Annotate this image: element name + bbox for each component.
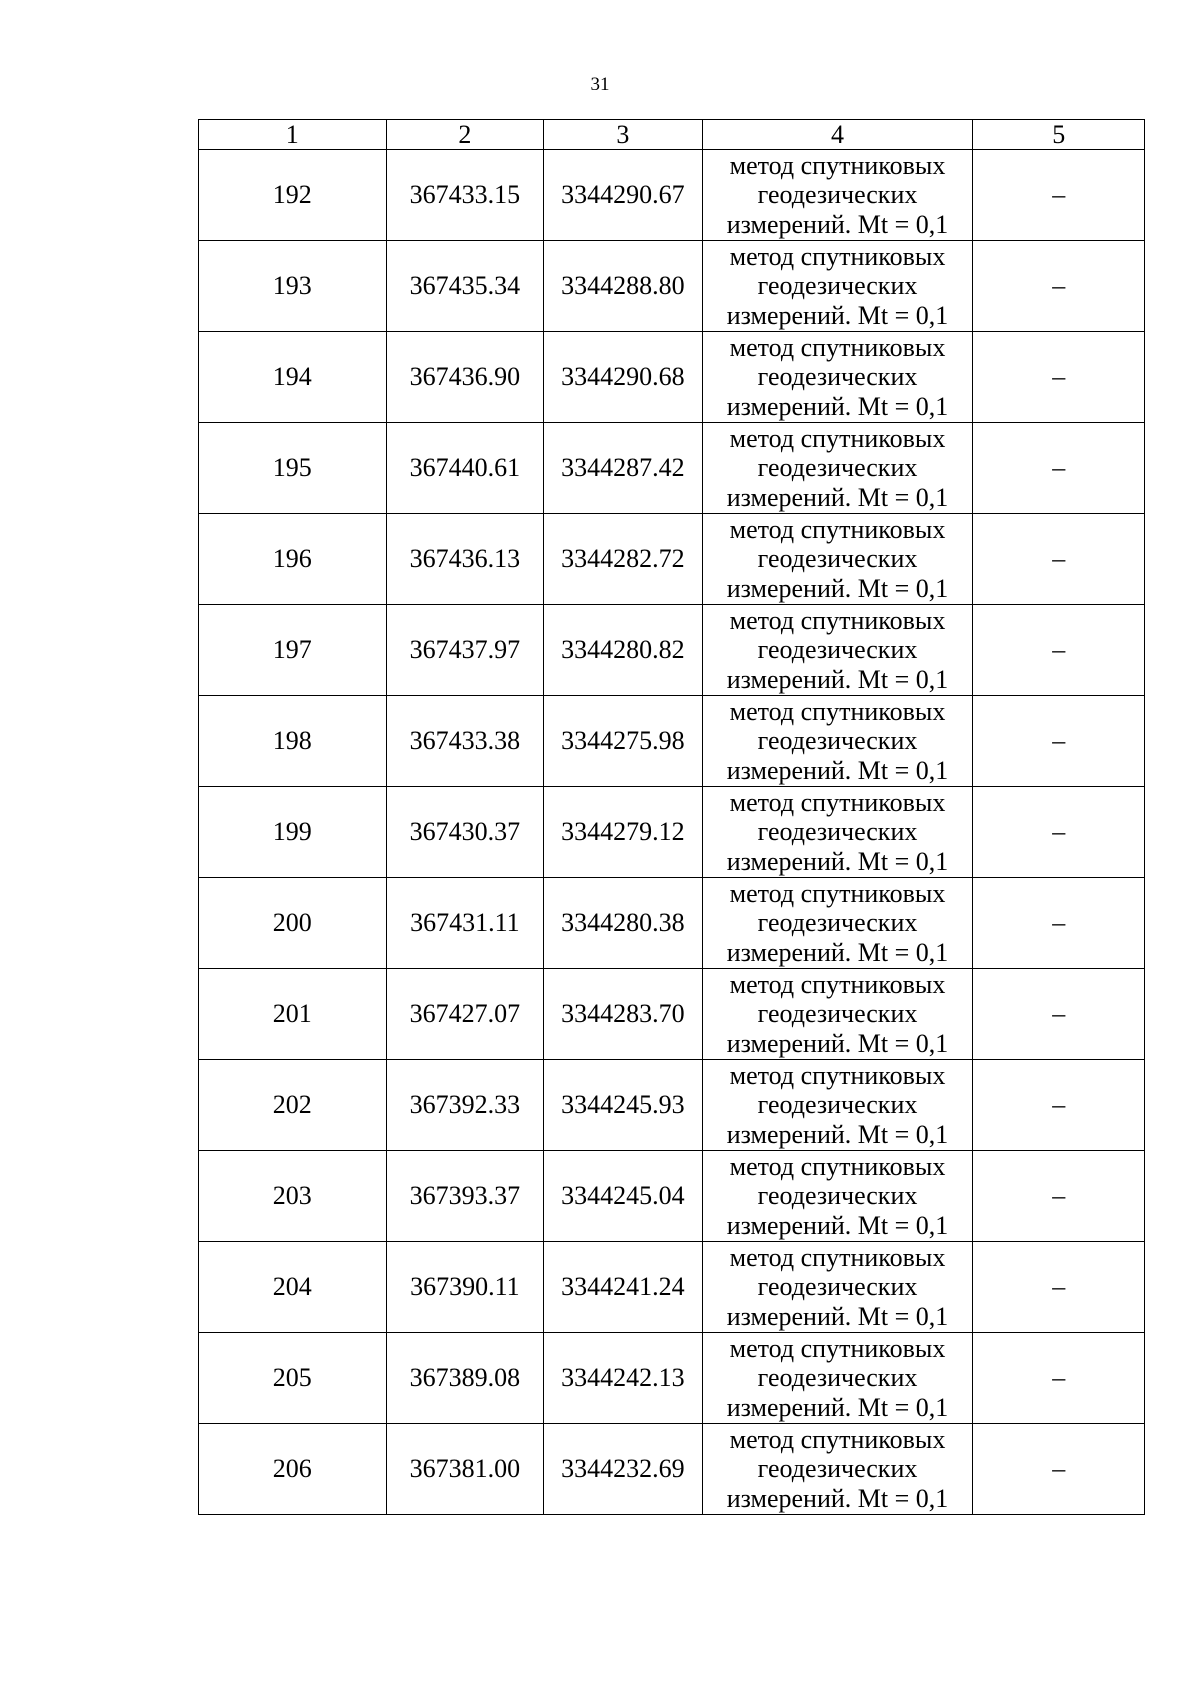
method-line: геодезических — [757, 180, 918, 210]
method-line: измерений. Mt = 0,1 — [726, 664, 949, 694]
method-line: измерений. Mt = 0,1 — [726, 755, 949, 785]
method-line: геодезических — [757, 817, 918, 847]
table-row — [199, 1151, 1145, 1242]
table-row — [199, 878, 1145, 969]
point-number-cell: 202 — [199, 1060, 387, 1151]
method-line: метод спутниковых — [729, 878, 946, 908]
method-cell — [702, 1060, 973, 1151]
method-line: измерений. Mt = 0,1 — [726, 300, 949, 330]
column-header-5: 5 — [973, 120, 1145, 150]
column-header-3: 3 — [544, 120, 703, 150]
x-coordinate-cell: 367389.08 — [386, 1333, 543, 1424]
table-row — [199, 1333, 1145, 1424]
table-row — [199, 423, 1145, 514]
method-line: метод спутниковых — [729, 514, 946, 544]
method-line: измерений. Mt = 0,1 — [726, 1392, 949, 1422]
y-coordinate-cell: 3344245.93 — [544, 1060, 703, 1151]
x-coordinate-cell: 367437.97 — [386, 605, 543, 696]
method-cell — [702, 696, 973, 787]
method-line: измерений. Mt = 0,1 — [726, 1028, 949, 1058]
table-row — [199, 787, 1145, 878]
y-coordinate-cell: 3344275.98 — [544, 696, 703, 787]
page-number: 31 — [590, 74, 610, 95]
y-coordinate-cell: 3344290.67 — [544, 150, 703, 241]
method-cell — [702, 1151, 973, 1242]
x-coordinate-cell: 367390.11 — [386, 1242, 543, 1333]
method-cell — [702, 1424, 973, 1515]
table-row — [199, 969, 1145, 1060]
note-cell: – — [973, 787, 1145, 878]
method-line: измерений. Mt = 0,1 — [726, 1483, 949, 1513]
x-coordinate-cell: 367427.07 — [386, 969, 543, 1060]
note-cell: – — [973, 969, 1145, 1060]
table-row — [199, 241, 1145, 332]
point-number-cell: 203 — [199, 1151, 387, 1242]
method-line: метод спутниковых — [729, 605, 946, 635]
x-coordinate-cell: 367435.34 — [386, 241, 543, 332]
point-number-cell: 197 — [199, 605, 387, 696]
x-coordinate-cell: 367433.38 — [386, 696, 543, 787]
x-coordinate-cell: 367436.90 — [386, 332, 543, 423]
point-number-cell: 195 — [199, 423, 387, 514]
y-coordinate-cell: 3344290.68 — [544, 332, 703, 423]
point-number-cell: 193 — [199, 241, 387, 332]
column-header-4: 4 — [702, 120, 973, 150]
note-cell: – — [973, 514, 1145, 605]
point-number-cell: 206 — [199, 1424, 387, 1515]
method-line: геодезических — [757, 1090, 918, 1120]
method-line: измерений. Mt = 0,1 — [726, 1301, 949, 1331]
x-coordinate-cell: 367431.11 — [386, 878, 543, 969]
method-line: метод спутниковых — [729, 787, 946, 817]
note-cell: – — [973, 605, 1145, 696]
note-cell: – — [973, 1333, 1145, 1424]
method-line: геодезических — [757, 726, 918, 756]
y-coordinate-cell: 3344279.12 — [544, 787, 703, 878]
x-coordinate-cell: 367430.37 — [386, 787, 543, 878]
table-body — [199, 150, 1145, 1515]
method-line: метод спутниковых — [729, 1151, 946, 1181]
method-line: измерений. Mt = 0,1 — [726, 937, 949, 967]
note-cell: – — [973, 423, 1145, 514]
coordinates-table — [198, 119, 1145, 1515]
point-number-cell: 196 — [199, 514, 387, 605]
method-line: метод спутниковых — [729, 1242, 946, 1272]
method-cell — [702, 423, 973, 514]
table-row — [199, 605, 1145, 696]
note-cell: – — [973, 1424, 1145, 1515]
method-line: измерений. Mt = 0,1 — [726, 1119, 949, 1149]
column-header-1: 1 — [199, 120, 387, 150]
y-coordinate-cell: 3344232.69 — [544, 1424, 703, 1515]
method-line: измерений. Mt = 0,1 — [726, 573, 949, 603]
x-coordinate-cell: 367381.00 — [386, 1424, 543, 1515]
point-number-cell: 204 — [199, 1242, 387, 1333]
method-line: метод спутниковых — [729, 1424, 946, 1454]
point-number-cell: 201 — [199, 969, 387, 1060]
method-line: геодезических — [757, 362, 918, 392]
method-cell — [702, 1242, 973, 1333]
y-coordinate-cell: 3344245.04 — [544, 1151, 703, 1242]
x-coordinate-cell: 367392.33 — [386, 1060, 543, 1151]
method-line: измерений. Mt = 0,1 — [726, 482, 949, 512]
y-coordinate-cell: 3344242.13 — [544, 1333, 703, 1424]
method-line: измерений. Mt = 0,1 — [726, 209, 949, 239]
method-line: измерений. Mt = 0,1 — [726, 1210, 949, 1240]
method-cell — [702, 605, 973, 696]
method-line: метод спутниковых — [729, 423, 946, 453]
y-coordinate-cell: 3344280.38 — [544, 878, 703, 969]
point-number-cell: 199 — [199, 787, 387, 878]
method-line: измерений. Mt = 0,1 — [726, 846, 949, 876]
method-cell — [702, 332, 973, 423]
method-line: метод спутниковых — [729, 1333, 946, 1363]
method-line: геодезических — [757, 635, 918, 665]
note-cell: – — [973, 332, 1145, 423]
table-row — [199, 1242, 1145, 1333]
table-row — [199, 1060, 1145, 1151]
table-row — [199, 696, 1145, 787]
method-line: метод спутниковых — [729, 332, 946, 362]
method-line: метод спутниковых — [729, 969, 946, 999]
y-coordinate-cell: 3344241.24 — [544, 1242, 703, 1333]
method-cell — [702, 514, 973, 605]
method-line: метод спутниковых — [729, 150, 946, 180]
method-line: геодезических — [757, 1363, 918, 1393]
method-line: геодезических — [757, 271, 918, 301]
point-number-cell: 192 — [199, 150, 387, 241]
note-cell: – — [973, 150, 1145, 241]
y-coordinate-cell: 3344288.80 — [544, 241, 703, 332]
method-line: геодезических — [757, 544, 918, 574]
method-line: геодезических — [757, 908, 918, 938]
table-header-row — [199, 120, 1145, 150]
method-cell — [702, 878, 973, 969]
table-row — [199, 150, 1145, 241]
x-coordinate-cell: 367440.61 — [386, 423, 543, 514]
note-cell: – — [973, 1060, 1145, 1151]
y-coordinate-cell: 3344280.82 — [544, 605, 703, 696]
method-line: метод спутниковых — [729, 696, 946, 726]
point-number-cell: 194 — [199, 332, 387, 423]
method-line: геодезических — [757, 1454, 918, 1484]
method-line: метод спутниковых — [729, 1060, 946, 1090]
method-line: геодезических — [757, 999, 918, 1029]
note-cell: – — [973, 878, 1145, 969]
x-coordinate-cell: 367393.37 — [386, 1151, 543, 1242]
method-line: метод спутниковых — [729, 241, 946, 271]
column-header-2: 2 — [386, 120, 543, 150]
note-cell: – — [973, 1242, 1145, 1333]
table-row — [199, 1424, 1145, 1515]
y-coordinate-cell: 3344287.42 — [544, 423, 703, 514]
point-number-cell: 198 — [199, 696, 387, 787]
method-cell — [702, 1333, 973, 1424]
y-coordinate-cell: 3344282.72 — [544, 514, 703, 605]
note-cell: – — [973, 1151, 1145, 1242]
x-coordinate-cell: 367433.15 — [386, 150, 543, 241]
method-cell — [702, 241, 973, 332]
x-coordinate-cell: 367436.13 — [386, 514, 543, 605]
note-cell: – — [973, 696, 1145, 787]
method-line: геодезических — [757, 1272, 918, 1302]
y-coordinate-cell: 3344283.70 — [544, 969, 703, 1060]
table-row — [199, 514, 1145, 605]
note-cell: – — [973, 241, 1145, 332]
method-cell — [702, 969, 973, 1060]
method-line: измерений. Mt = 0,1 — [726, 391, 949, 421]
method-cell — [702, 787, 973, 878]
table-row — [199, 332, 1145, 423]
point-number-cell: 200 — [199, 878, 387, 969]
method-line: геодезических — [757, 453, 918, 483]
method-line: геодезических — [757, 1181, 918, 1211]
method-cell — [702, 150, 973, 241]
point-number-cell: 205 — [199, 1333, 387, 1424]
